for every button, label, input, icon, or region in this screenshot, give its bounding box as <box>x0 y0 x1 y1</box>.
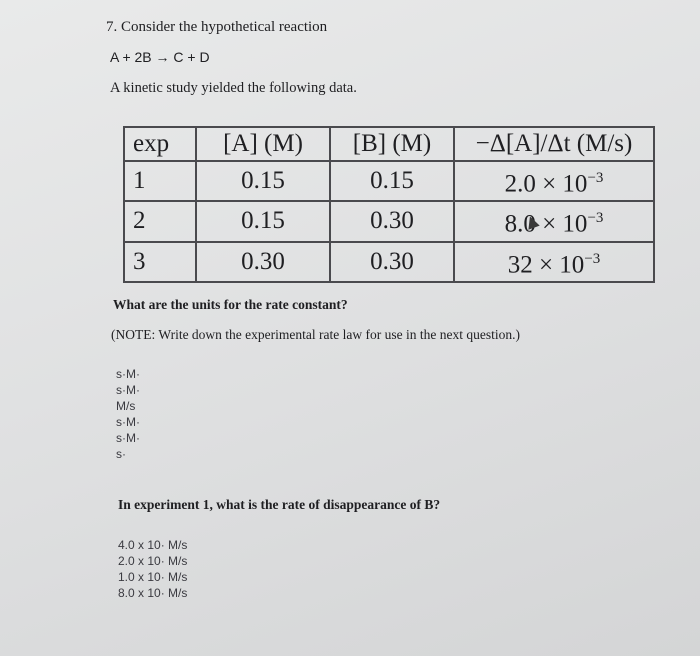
rate-mantissa: 32 × 10 <box>507 250 585 278</box>
kinetics-table <box>123 126 655 283</box>
table-row <box>124 161 654 201</box>
cell-b: 0.30 <box>330 201 454 241</box>
cell-a: 0.15 <box>196 161 330 201</box>
answer-option[interactable]: 1.0 x 10· M/s <box>118 570 188 584</box>
reaction-equation: A + 2B → C + D <box>110 49 210 65</box>
cell-rate <box>454 161 654 201</box>
header-a: [A] (M) <box>196 127 330 161</box>
rate-exponent: −3 <box>587 210 604 227</box>
cell-exp: 2 <box>124 201 196 241</box>
answer-option[interactable]: s·M· <box>116 367 140 381</box>
rate-mantissa: 2.0 × 10 <box>504 170 588 198</box>
cell-a: 0.30 <box>196 242 330 282</box>
answer-option[interactable]: s·M· <box>116 383 140 397</box>
answer-option[interactable]: s·M· <box>116 431 140 445</box>
rate-mantissa: 8.0 × 10 <box>504 210 588 238</box>
table-row <box>124 201 654 241</box>
header-b: [B] (M) <box>330 127 454 161</box>
answer-option[interactable]: M/s <box>116 399 136 413</box>
answer-option[interactable]: 4.0 x 10· M/s <box>118 538 188 552</box>
table-row <box>124 242 654 282</box>
part1-options <box>116 366 140 462</box>
cell-a: 0.15 <box>196 201 330 241</box>
rate-exponent: −3 <box>584 250 601 267</box>
rate-exponent: −3 <box>587 170 604 186</box>
cell-exp: 3 <box>124 242 196 282</box>
part2-question: In experiment 1, what is the rate of disappearance of B? <box>118 497 441 512</box>
part1-question: What are the units for the rate constant? <box>113 297 348 312</box>
answer-option[interactable]: 8.0 x 10· M/s <box>118 586 188 600</box>
answer-option[interactable]: s· <box>116 447 126 461</box>
part1-note: (NOTE: Write down the experimental rate law for use in the next question.) <box>111 327 520 342</box>
answer-option[interactable]: 2.0 x 10· M/s <box>118 554 188 568</box>
table-header-row <box>124 127 654 161</box>
cell-b: 0.15 <box>330 161 454 201</box>
header-exp: exp <box>124 127 196 161</box>
question-title: 7. Consider the hypothetical reaction <box>106 19 328 35</box>
cell-b: 0.30 <box>330 242 454 282</box>
cell-exp: 1 <box>124 161 196 201</box>
part2-options <box>118 537 187 601</box>
header-rate: −Δ[A]/Δt (M/s) <box>454 127 654 161</box>
intro-text: A kinetic study yielded the following data. <box>110 80 357 96</box>
cell-rate <box>454 242 654 282</box>
answer-option[interactable]: s·M· <box>116 415 140 429</box>
cell-rate <box>454 201 654 241</box>
